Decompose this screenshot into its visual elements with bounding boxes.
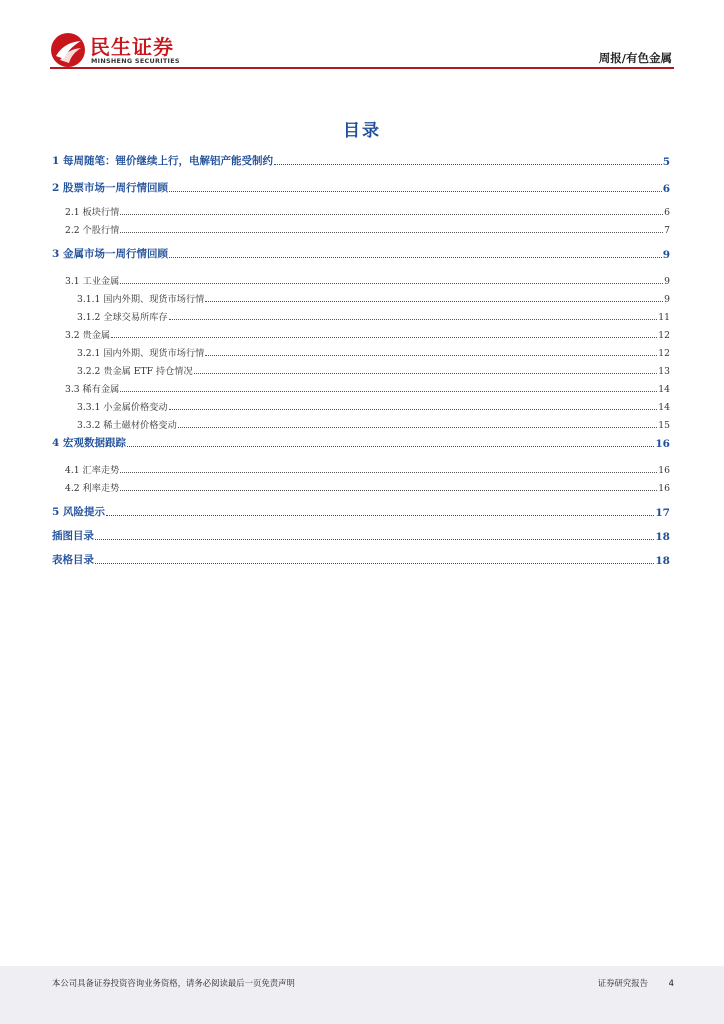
toc-entry-text: 表格目录	[52, 554, 94, 566]
toc-entry-page: 17	[655, 507, 670, 519]
toc-dot-leader	[120, 490, 657, 491]
toc-entry-text: 2.2 个股行情	[65, 225, 120, 236]
toc-entry-level3[interactable]	[52, 308, 670, 323]
toc-entry-text: 插图目录	[52, 530, 94, 542]
toc-entry-text: 4.1 汇率走势	[65, 465, 120, 476]
toc-entry-page: 5	[662, 156, 670, 168]
toc-dot-leader	[169, 191, 662, 192]
toc-entry-page: 9	[664, 276, 670, 287]
toc-entry-level1[interactable]	[52, 180, 670, 195]
toc-entry-page: 16	[658, 465, 670, 476]
toc-entry-page: 6	[664, 207, 670, 218]
toc-entry-level3[interactable]	[52, 398, 670, 413]
toc-dot-leader	[205, 301, 663, 302]
toc-entry-text: 3.1 工业金属	[65, 276, 120, 287]
report-category: 周报/有色金属	[598, 51, 672, 65]
toc-dot-leader	[106, 515, 654, 516]
toc-entry-level3[interactable]	[52, 362, 670, 377]
toc-entry-level1[interactable]	[52, 246, 670, 261]
toc-entry-text: 3.1.2 全球交易所库存	[77, 312, 168, 323]
toc-entry-text: 3.2.2 贵金属 ETF 持仓情况	[77, 366, 193, 377]
toc-entry-text: 2.1 板块行情	[65, 207, 120, 218]
toc-dot-leader	[194, 373, 658, 374]
toc-entry-level3[interactable]	[52, 416, 670, 431]
toc-entry-page: 9	[664, 294, 670, 305]
toc-dot-leader	[95, 539, 654, 540]
toc-dot-leader	[127, 446, 654, 447]
toc-entry-text: 3.1.1 国内外期、现货市场行情	[77, 294, 205, 305]
toc-dot-leader	[205, 355, 657, 356]
toc-entry-level2[interactable]	[52, 221, 670, 236]
toc-entry-level2[interactable]	[52, 479, 670, 494]
toc-dot-leader	[120, 472, 657, 473]
page-number: 4	[668, 978, 674, 988]
toc-entry-page: 11	[658, 312, 670, 323]
toc-dot-leader	[120, 283, 663, 284]
toc-entry-page: 15	[658, 420, 670, 431]
toc-entry-text: 3.3 稀有金属	[65, 384, 120, 395]
toc-entry-text: 3.2 贵金属	[65, 330, 111, 341]
logo-chinese-name: 民生证券	[90, 35, 174, 59]
toc-entry-text: 4.2 利率走势	[65, 483, 120, 494]
toc-entry-text: 3 金属市场一周行情回顾	[52, 248, 168, 260]
toc-dot-leader	[120, 214, 663, 215]
toc-entry-page: 9	[662, 249, 670, 261]
toc-entry-text: 3.3.2 稀土磁材价格变动	[77, 420, 177, 431]
toc-dot-leader	[169, 319, 658, 320]
toc-dot-leader	[111, 337, 657, 338]
toc-entry-level1[interactable]	[52, 435, 670, 450]
toc-entry-level3[interactable]	[52, 344, 670, 359]
toc-entry-level1[interactable]	[52, 504, 670, 519]
toc-dot-leader	[178, 427, 657, 428]
toc-entry-level1[interactable]	[52, 552, 670, 567]
toc-dot-leader	[120, 391, 657, 392]
toc-entry-page: 13	[658, 366, 670, 377]
toc-entry-text: 3.2.1 国内外期、现货市场行情	[77, 348, 205, 359]
header-divider	[50, 67, 674, 69]
logo-english-name: MINSHENG SECURITIES	[91, 57, 180, 65]
toc-entry-level2[interactable]	[52, 461, 670, 476]
toc-entry-page: 7	[664, 225, 670, 236]
toc-entry-page: 18	[655, 531, 670, 543]
toc-entry-level1[interactable]	[52, 528, 670, 543]
toc-entry-text: 4 宏观数据跟踪	[52, 437, 126, 449]
toc-entry-text: 3.3.1 小金属价格变动	[77, 402, 168, 413]
toc-entry-page: 12	[658, 330, 670, 341]
toc-dot-leader	[120, 232, 663, 233]
toc-entry-page: 6	[662, 183, 670, 195]
toc-dot-leader	[169, 409, 658, 410]
toc-entry-page: 16	[658, 483, 670, 494]
toc-entry-level2[interactable]	[52, 380, 670, 395]
toc-entry-level2[interactable]	[52, 272, 670, 287]
toc-dot-leader	[169, 257, 662, 258]
toc-entry-page: 14	[658, 402, 670, 413]
minsheng-logo	[50, 32, 200, 72]
toc-entry-level2[interactable]	[52, 203, 670, 218]
toc-entry-level1[interactable]	[52, 153, 670, 168]
toc-entry-level3[interactable]	[52, 290, 670, 305]
toc-entry-page: 14	[658, 384, 670, 395]
toc-entry-page: 18	[655, 555, 670, 567]
toc-entry-page: 16	[655, 438, 670, 450]
footer-disclaimer: 本公司具备证券投资咨询业务资格，请务必阅读最后一页免责声明	[52, 978, 295, 988]
footer-right	[580, 977, 674, 989]
toc-entry-page: 12	[658, 348, 670, 359]
toc-entry-text: 1 每周随笔：锂价继续上行，电解铝产能受制约	[52, 155, 273, 167]
page-footer	[0, 966, 724, 1024]
toc-entry-text: 5 风险提示	[52, 506, 105, 518]
page-header	[0, 0, 724, 75]
toc-dot-leader	[274, 164, 662, 165]
toc-title: 目录	[343, 121, 381, 141]
footer-report-type: 证券研究报告	[597, 978, 648, 988]
toc-entry-text: 2 股票市场一周行情回顾	[52, 182, 168, 194]
toc-entry-level2[interactable]	[52, 326, 670, 341]
toc-dot-leader	[95, 563, 654, 564]
logo-mark-icon	[50, 32, 86, 68]
